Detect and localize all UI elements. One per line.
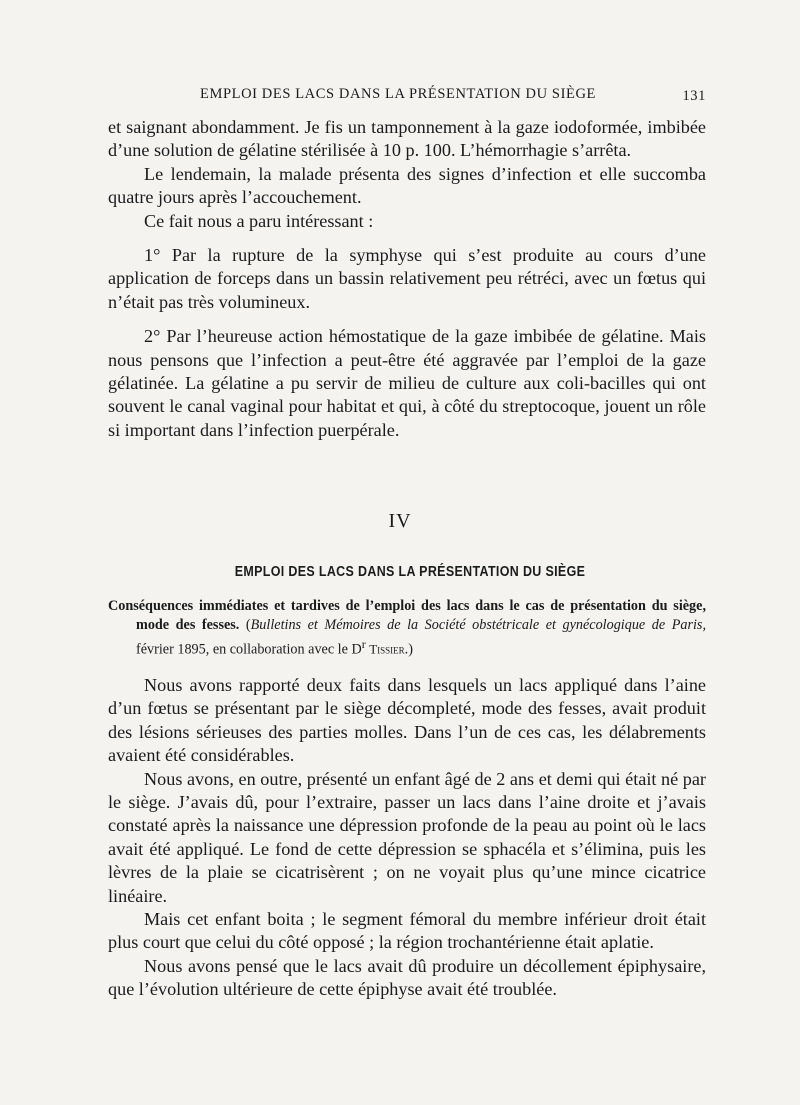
section-text <box>108 674 706 1002</box>
reference-author: Tissier <box>369 641 405 657</box>
running-head-title: EMPLOI DES LACS DANS LA PRÉSENTATION DU SIÈGE <box>200 86 597 102</box>
reference-title: Conséquences immédiates et tardives de l’emploi des lacs dans le cas de présentation du siège, mode des fesses. <box>108 598 706 633</box>
list-item: 1° Par la rupture de la symphyse qui s’est produite au cours d’une application de forceps dans un bassin relativement peu rétréci, avec un fœtus qui n’était pas très volumineux. <box>108 245 706 312</box>
paragraph: Le lendemain, la malade présenta des signes d’infection et elle succomba quatre jours après l’accouchement. <box>108 163 706 208</box>
paragraph: Mais cet enfant boita ; le segment fémoral du membre inférieur droit était plus court que celui du côté opposé ; la région trochantérienne était aplatie. <box>108 909 706 953</box>
continuation-text <box>108 116 706 442</box>
paragraph: Nous avons, en outre, présenté un enfant âgé de 2 ans et demi qui était né par le siège. J’avais dû, pour l’extraire, passer un lacs dans l’aine droite et j’avais constaté après la naissance une dépression profonde de la peau au point où le lacs avait été appliqué. Le fond de cette dépression se sphacéla et s’élimina, puis les lèvres de la plaie se cicatrisèrent ; on ne voyait plus qu’une mince cicatrice linéaire. <box>108 768 706 906</box>
bibliographic-reference: Conséquences immédiates et tardives de l’emploi des lacs dans le cas de présentation du siège, mode des fesses. (Bulletins et Mémoires de la Société obstétricale et gynécologique de Paris, février 1895, en collaboration avec le $D^r$ Tissier.) <box>108 598 706 658</box>
page-number: 131 <box>682 88 706 104</box>
paragraph: et saignant abondamment. Je fis un tamponnement à la gaze iodoformée, imbibée d’une solution de gélatine stérilisée à 10 p. 100. L’hémorrhagie s’arrêta. <box>108 117 706 161</box>
paragraph: Nous avons rapporté deux faits dans lesquels un lacs appliqué dans l’aine d’un fœtus se présentant par le siège décompleté, mode des fesses, avait produit des lésions sérieuses des parties molles. Dans l’un de ces cas, les délabrements avaient été considérables. <box>108 675 706 766</box>
reference-date: février 1895, en collaboration avec le D <box>136 641 362 658</box>
paragraph: Nous avons pensé que le lacs avait dû produire un décollement épiphysaire, que l’évolution ultérieure de cette épiphyse avait été troublée. <box>108 955 706 1000</box>
section-title: EMPLOI DES LACS DANS LA PRÉSENTATION DU SIÈGE <box>234 564 586 580</box>
reference-source: Bulletins et Mémoires de la Société obstétricale et gynécologique de Paris, <box>250 617 706 633</box>
paragraph: Ce fait nous a paru intéressant : <box>144 210 374 231</box>
list-item: 2° Par l’heureuse action hémostatique de la gaze imbibée de gélatine. Mais nous pensons que l’infection a peut-être été aggravée par l’emploi de la gaze gélatinée. La gélatine a pu servir de milieu de culture aux coli-bacilles qui ont souvent le canal vaginal pour habitat et qui, à côté du streptocoque, jouent un rôle si important dans l’infection puerpérale. <box>108 326 706 440</box>
section-number: IV <box>388 510 412 532</box>
